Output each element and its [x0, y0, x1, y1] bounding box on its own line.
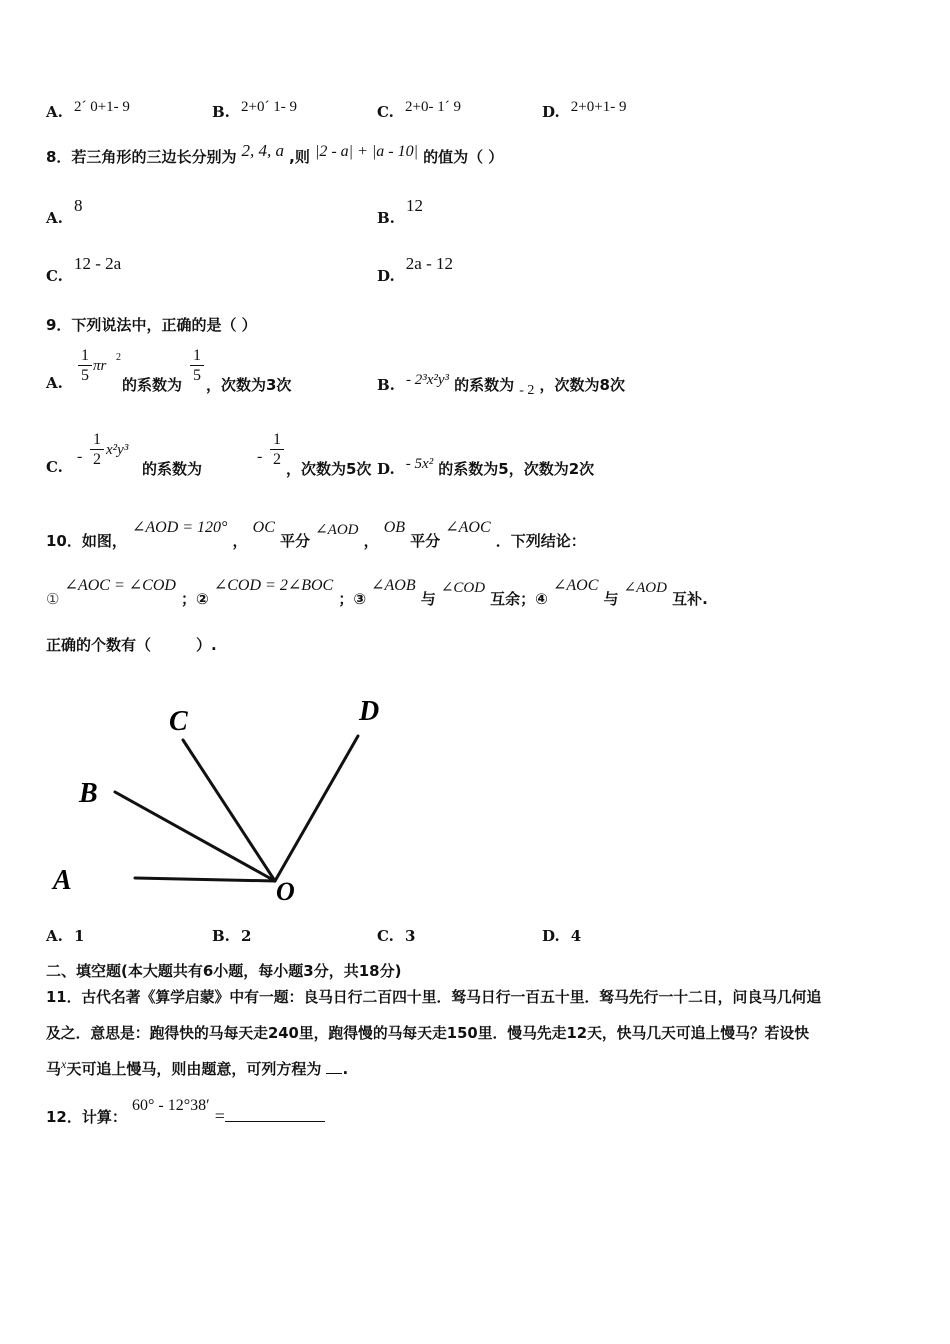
option-label: D. [542, 927, 560, 945]
ray-oa [135, 878, 275, 881]
section-heading: 二、填空题(本大题共有6小题，每小题3分，共18分) [46, 962, 402, 980]
rays [115, 736, 358, 881]
coef: - 2 [519, 383, 535, 398]
q8-option-c [46, 254, 122, 285]
q7-option-b [212, 99, 297, 122]
option-label: A. [46, 927, 63, 945]
q8-stem-b: ,则 [289, 148, 310, 166]
q10-ask: 正确的个数有（ ）. [46, 636, 217, 654]
conclusion-4b: ∠AOD [623, 580, 667, 596]
fraction-den: 2 [93, 451, 101, 468]
q11-line-3c: . [342, 1060, 349, 1078]
fraction [90, 430, 104, 469]
word-with: 与 [420, 590, 436, 608]
option-label: B. [212, 927, 230, 945]
option-expr: 12 - 2a [74, 254, 122, 273]
word-with: 与 [603, 590, 619, 608]
q11-line-3b: 天可追上慢马，则由题意，可列方程为 [66, 1060, 322, 1078]
comma: ， [363, 532, 379, 550]
option-label: C. [377, 927, 394, 945]
q10-stem-b: ．下列结论： [495, 532, 586, 550]
label-o: O [276, 877, 295, 906]
angle-aod-value: ∠AOD = 120° [131, 519, 228, 536]
option-value: 1 [73, 927, 85, 945]
q7-option-c [377, 99, 461, 122]
tail-text: ，次数为8次 [539, 376, 625, 394]
q10-conclusions [46, 574, 708, 608]
mid-text: 的系数为 [454, 376, 515, 394]
fraction-num: 1 [81, 347, 89, 364]
term: πr [93, 358, 107, 374]
option-label: C. [377, 103, 394, 121]
option-expr: 2+0+1- 9 [570, 99, 627, 115]
option-expr: 2+0´ 1- 9 [241, 99, 297, 115]
q10-option-b [212, 926, 251, 945]
q8-option-a [46, 196, 83, 227]
option-label: C. [46, 267, 63, 285]
q8-stem [46, 141, 504, 167]
term-exp: 2 [116, 352, 121, 363]
answer-blank[interactable] [326, 1073, 342, 1074]
option-label: B. [212, 103, 230, 121]
conclusion-3-tail: 互余；④ [490, 590, 548, 608]
fraction-num: 1 [273, 431, 281, 448]
q12 [46, 1094, 325, 1126]
ray-ob [115, 792, 275, 881]
q9-option-d [377, 452, 595, 478]
q10-option-d [542, 926, 581, 945]
term: - 2³x²y³ [406, 372, 450, 388]
angle-aoc: ∠AOC [445, 519, 491, 536]
option-value: 4 [570, 927, 582, 945]
q8-sides: 2, 4, a [241, 141, 285, 160]
option-label: A. [46, 209, 63, 227]
bisect-text: 平分 [279, 532, 310, 550]
fraction-num: 1 [93, 431, 101, 448]
option-label: B. [377, 209, 395, 227]
option-expr: 12 [406, 196, 423, 215]
option-expr: 8 [73, 196, 83, 215]
conclusion-3b: ∠COD [440, 580, 486, 596]
option-expr: 2´ 0+1- 9 [73, 99, 130, 115]
sign: - [77, 448, 83, 465]
q10-stem-a: 10．如图， [46, 532, 127, 550]
q7-option-d [542, 99, 627, 122]
answer-blank[interactable] [225, 1121, 325, 1122]
angle-aod: ∠AOD [315, 522, 359, 538]
conclusion-3a: ∠AOB [371, 577, 416, 594]
coef-fraction [190, 346, 204, 385]
q11-line-1: 11．古代名著《算学启蒙》中有一题：良马日行二百四十里．驽马日行一百五十里．驽马先行一十二日，问良马几何追 [46, 989, 822, 1006]
coef-fraction [270, 430, 284, 469]
q10-stem [46, 516, 586, 550]
option-label: A. [46, 374, 63, 392]
ray-od [275, 736, 358, 881]
equals-sign: = [214, 1106, 225, 1126]
q8-option-b [377, 196, 423, 227]
label-b: B [79, 778, 98, 809]
fraction [78, 346, 92, 385]
tail-text: ，次数为3次 [206, 376, 292, 394]
option-label: D. [377, 267, 395, 285]
ray-ob: OB [383, 519, 406, 536]
q8-stem-a: 8．若三角形的三边长分别为 [46, 148, 237, 166]
term: - 5x² [405, 456, 434, 472]
label-d: D [359, 696, 380, 727]
comma: ， [232, 532, 248, 550]
conclusion-1: ∠AOC = ∠COD [64, 577, 176, 594]
label-c: C [169, 706, 188, 737]
coef-sign: - [257, 448, 263, 465]
q11-line-2: 及之．意思是：跑得快的马每天走240里，跑得慢的马每天走150里．慢马先走12天，快马几天可追上慢马？若设快 [46, 1025, 810, 1042]
label-a: A [53, 865, 72, 896]
mid-text: 的系数为5，次数为2次 [438, 460, 595, 478]
option-value: 3 [405, 927, 416, 945]
q10-option-a [46, 926, 84, 945]
option-label: D. [542, 103, 560, 121]
q12-expr: 60° - 12°38′ [131, 1097, 210, 1114]
q10-option-c [377, 926, 415, 945]
option-label: D. [377, 460, 395, 478]
q8-expr: |2 - a| + |a - 10| [314, 143, 418, 160]
conclusion-4-tail: 互补. [672, 590, 708, 608]
bisect-text: 平分 [410, 532, 441, 550]
ray-oc [183, 740, 275, 881]
separator: ；② [181, 590, 209, 608]
variable-x: x [61, 1057, 67, 1071]
q9-option-b [377, 368, 625, 398]
q12-stem: 12．计算： [46, 1108, 127, 1126]
option-label: A. [46, 103, 63, 121]
option-expr: 2a - 12 [405, 254, 454, 273]
term: x²y³ [106, 442, 129, 458]
q11-line-3a: 马 [46, 1060, 62, 1078]
q8-stem-c: 的值为（ ） [423, 148, 504, 166]
option-value: 2 [241, 927, 252, 945]
conclusion-2: ∠COD = 2∠BOC [213, 577, 334, 594]
q8-option-d [377, 254, 454, 285]
tail-text: ，次数为5次 [286, 460, 372, 478]
fraction-den: 2 [273, 451, 281, 468]
q7-option-a [46, 99, 130, 122]
option-label: B. [377, 376, 395, 394]
fraction-den: 5 [81, 367, 89, 384]
angle-figure [40, 690, 420, 920]
q11-line-3 [46, 1058, 348, 1079]
fraction-den: 5 [193, 367, 201, 384]
conclusion-4a: ∠AOC [552, 577, 599, 594]
mid-text: 的系数为 [122, 376, 183, 394]
mid-text: 的系数为 [142, 460, 203, 478]
separator: ；③ [338, 590, 367, 608]
fraction-num: 1 [193, 347, 201, 364]
q9-stem: 9．下列说法中，正确的是（ ） [46, 316, 257, 334]
option-expr: 2+0- 1´ 9 [405, 99, 461, 115]
ray-oc: OC [252, 519, 275, 536]
option-label: C. [46, 458, 63, 476]
conclusion-mark: ① [46, 592, 60, 608]
